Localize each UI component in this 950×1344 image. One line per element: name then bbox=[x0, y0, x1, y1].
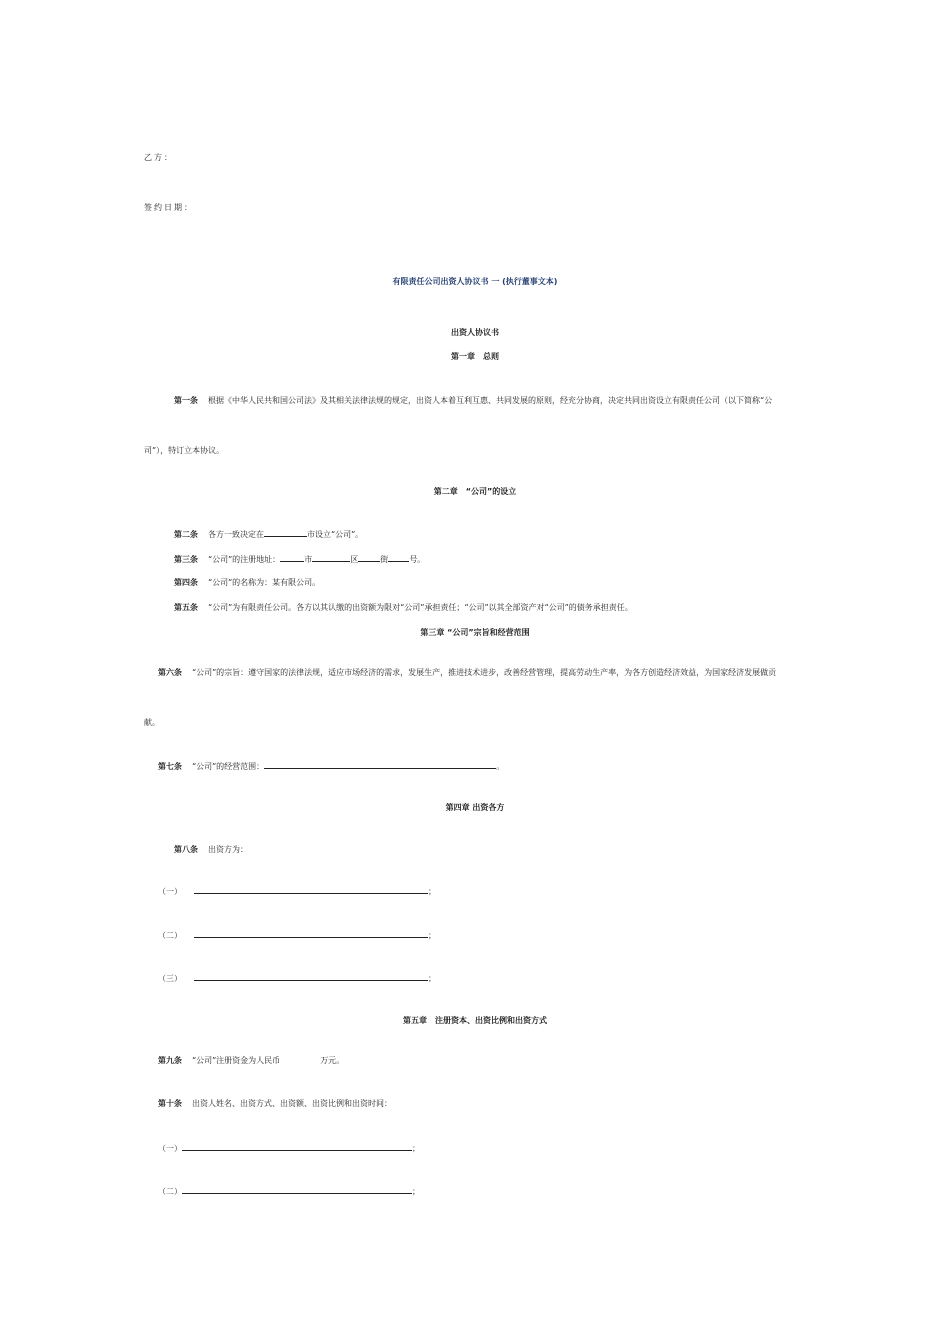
list-item bbox=[158, 929, 436, 941]
list-end: ； bbox=[428, 931, 436, 940]
list-item bbox=[158, 972, 436, 984]
list-item bbox=[158, 1142, 420, 1154]
article-label: 第六条 bbox=[158, 668, 182, 677]
blank-line bbox=[264, 528, 307, 537]
article-text-post: 万元。 bbox=[320, 1056, 345, 1065]
article-text: 出资方为： bbox=[208, 845, 248, 854]
blank-line bbox=[182, 1185, 412, 1194]
article-label: 第五条 bbox=[174, 603, 198, 612]
sign-date-label: 签约日期： bbox=[144, 203, 194, 212]
article-7 bbox=[158, 760, 504, 772]
address-city: 市 bbox=[304, 555, 313, 564]
article-text: “公司”的名称为：某有限公司。 bbox=[208, 578, 321, 587]
article-text: “公司”为有限责任公司。各方以其认缴的出资额为限对“公司”承担责任；“公司”以其全部资产对“公司”的债务承担责任。 bbox=[208, 603, 633, 612]
article-label: 第十条 bbox=[158, 1099, 182, 1108]
chapter-3-heading: 第三章 “公司”宗旨和经营范围 bbox=[420, 628, 530, 637]
list-number: （二） bbox=[158, 1187, 182, 1196]
article-text-pre: 各方一致决定在 bbox=[208, 530, 264, 539]
article-label: 第四条 bbox=[174, 578, 198, 587]
blank-line bbox=[358, 553, 380, 562]
article-text-pre: “公司”的经营范围： bbox=[192, 762, 265, 771]
list-number: （一） bbox=[158, 887, 182, 896]
article-text-pre: “公司”注册资金为人民币 bbox=[192, 1056, 281, 1065]
article-label: 第八条 bbox=[174, 845, 198, 854]
blank-line bbox=[182, 1142, 412, 1151]
blank-line bbox=[264, 760, 496, 769]
article-label: 第一条 bbox=[174, 396, 198, 405]
article-9 bbox=[158, 1056, 344, 1066]
blank-line bbox=[194, 929, 428, 938]
article-text: “公司”的宗旨：遵守国家的法律法规，适应市场经济的需求，发展生产，推进技术进步，改善经营管理，提高劳动生产率，为各方创造经济效益，为国家经济发展做贡 bbox=[192, 668, 777, 677]
chapter-4-heading: 第四章 出资各方 bbox=[445, 803, 505, 812]
article-text: 根据《中华人民共和国公司法》及其相关法律法规的规定，出资人本着互利互惠、共同发展的原则，经充分协商，决定共同出资设立有限责任公司（以下简称“公 bbox=[208, 396, 773, 405]
article-label: 第九条 bbox=[158, 1056, 182, 1065]
blank-line bbox=[194, 972, 428, 981]
chapter-1-heading: 第一章 总则 bbox=[451, 352, 499, 361]
list-end: ； bbox=[412, 1144, 420, 1153]
list-number: （二） bbox=[158, 931, 182, 940]
article-5 bbox=[174, 603, 633, 613]
blank-line bbox=[280, 553, 304, 562]
chapter-5-heading: 第五章 注册资本、出资比例和出资方式 bbox=[403, 1016, 547, 1025]
article-6-continuation: 献。 bbox=[144, 718, 160, 727]
list-item bbox=[158, 1185, 420, 1197]
article-1 bbox=[174, 396, 772, 406]
article-text-post: 市设立“公司”。 bbox=[307, 530, 364, 539]
article-text: 出资人姓名、出资方式、出资额、出资比例和出资时间： bbox=[192, 1099, 392, 1108]
blank-line bbox=[194, 885, 428, 894]
party-b-label: 乙方： bbox=[144, 153, 174, 162]
article-4 bbox=[174, 578, 320, 588]
article-label: 第三条 bbox=[174, 555, 198, 564]
list-number: （三） bbox=[158, 974, 182, 983]
article-text-post: 。 bbox=[496, 762, 505, 771]
article-label: 第二条 bbox=[174, 530, 198, 539]
article-8 bbox=[174, 845, 248, 855]
address-prefix: “公司”的注册地址： bbox=[208, 555, 281, 564]
blank-line bbox=[388, 553, 409, 562]
article-6 bbox=[158, 668, 776, 678]
list-number: （一） bbox=[158, 1144, 182, 1153]
document-title: 有限责任公司出资人协议书 一 (执行董事文本) bbox=[392, 277, 558, 286]
address-street: 街 bbox=[380, 555, 389, 564]
list-item bbox=[158, 885, 436, 897]
article-3 bbox=[174, 553, 425, 565]
address-district: 区 bbox=[350, 555, 359, 564]
article-10 bbox=[158, 1099, 392, 1109]
list-end: ； bbox=[428, 887, 436, 896]
subtitle: 出资人协议书 bbox=[451, 328, 499, 337]
article-label: 第七条 bbox=[158, 762, 182, 771]
article-1-continuation: 司”），特订立本协议。 bbox=[144, 446, 225, 455]
blank-line bbox=[312, 553, 350, 562]
list-end: ； bbox=[428, 974, 436, 983]
article-2 bbox=[174, 528, 363, 540]
list-end: ； bbox=[412, 1187, 420, 1196]
address-number: 号。 bbox=[409, 555, 426, 564]
chapter-2-heading: 第二章 “公司”的设立 bbox=[433, 487, 517, 496]
